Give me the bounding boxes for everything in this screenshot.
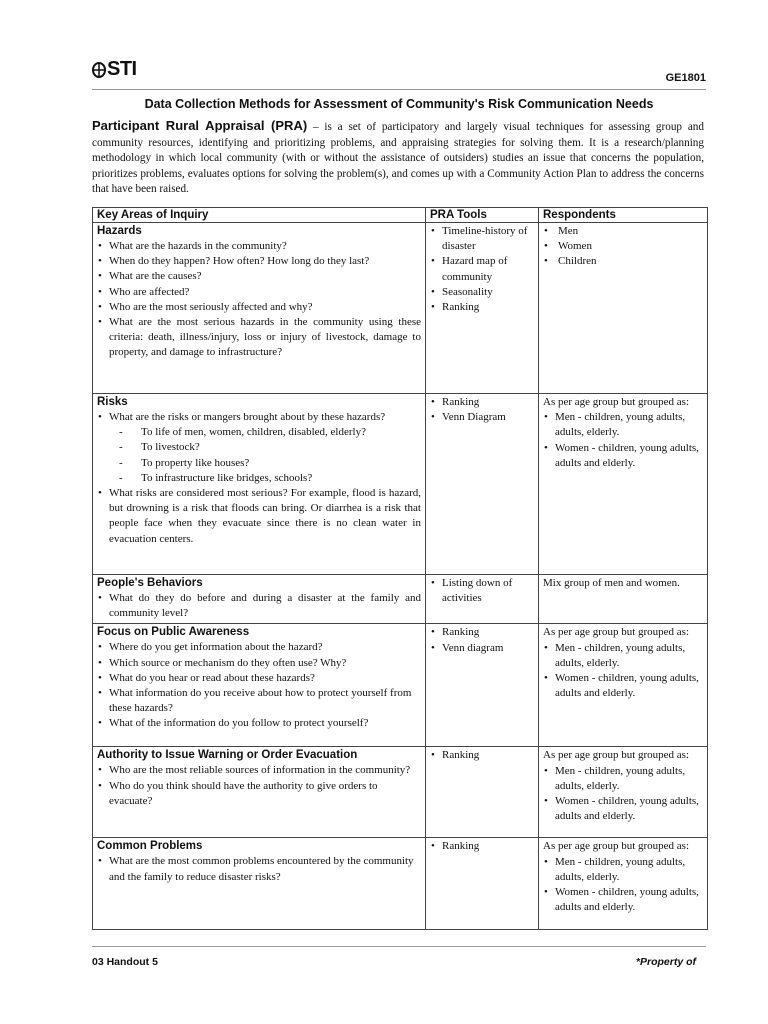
intro-paragraph xyxy=(92,118,704,198)
intro-term: Participant Rural Appraisal (PRA) xyxy=(92,118,308,133)
table-row xyxy=(93,838,708,930)
footer-handout: 03 Handout 5 xyxy=(92,956,158,968)
question-list xyxy=(97,763,421,809)
column-header-tools: PRA Tools xyxy=(426,208,539,223)
areas-cell xyxy=(93,624,426,747)
question-list xyxy=(97,410,421,425)
respondents-cell xyxy=(539,747,708,838)
respondent-list xyxy=(543,410,703,471)
respondents-intro: As per age group but grouped as: xyxy=(543,749,690,762)
question-list xyxy=(97,854,421,884)
respondents-intro: As per age group but grouped as: xyxy=(543,626,690,639)
list-item: - To property like houses? xyxy=(97,456,421,471)
list-item: • What information do you receive about how to protect yourself from these hazards? xyxy=(97,686,421,716)
list-item: • Women - children, young adults, adults and elderly. xyxy=(543,441,703,471)
table-header-row xyxy=(93,208,708,223)
sub-question-list xyxy=(97,425,421,486)
list-item: - To infrastructure like bridges, schools? xyxy=(97,471,421,486)
list-item: • Women - children, young adults, adults and elderly. xyxy=(543,885,703,915)
tool-list xyxy=(430,395,534,425)
respondent-list xyxy=(543,855,703,916)
tool-list xyxy=(430,748,534,763)
areas-cell xyxy=(93,575,426,624)
list-item: • What do you hear or read about these hazards? xyxy=(97,671,421,686)
table-row xyxy=(93,575,708,624)
table-row xyxy=(93,747,708,838)
list-item: • Women - children, young adults, adults and elderly. xyxy=(543,794,703,824)
list-item: • Which source or mechanism do they often use? Why? xyxy=(97,656,421,671)
tool-list xyxy=(430,625,534,655)
list-item: • Ranking xyxy=(430,395,534,410)
tools-cell xyxy=(426,624,539,747)
list-item: • Who are the most seriously affected and why? xyxy=(97,300,421,315)
logo-globe-icon xyxy=(92,62,106,78)
list-item: • What are the hazards in the community? xyxy=(97,239,421,254)
tool-list xyxy=(430,224,534,315)
question-list xyxy=(97,640,421,731)
list-item: • Men xyxy=(543,224,703,239)
list-item: • Venn Diagram xyxy=(430,410,534,425)
list-item: • What are the risks or mangers brought about by these hazards? xyxy=(97,410,421,425)
list-item: • Venn diagram xyxy=(430,641,534,656)
tools-cell xyxy=(426,394,539,575)
document-title: Data Collection Methods for Assessment of Community's Risk Communication Needs xyxy=(144,97,654,111)
respondent-list xyxy=(543,641,703,702)
respondent-list xyxy=(543,224,703,270)
inquiry-table xyxy=(92,207,708,930)
course-code: GE1801 xyxy=(665,72,706,84)
respondents-cell xyxy=(539,394,708,575)
list-item: • What are the causes? xyxy=(97,269,421,284)
list-item: - To livestock? xyxy=(97,440,421,455)
list-item: • Listing down of activities xyxy=(430,576,534,606)
respondents-intro: As per age group but grouped as: xyxy=(543,396,690,408)
section-title: Authority to Issue Warning or Order Evacuation xyxy=(97,749,358,762)
list-item: • What are the most serious hazards in the community using these criteria: death, illness/injury, loss or injury of livestock, damage to property, and damage to infrastructure? xyxy=(97,315,421,361)
areas-cell xyxy=(93,747,426,838)
list-item: • What of the information do you follow to protect yourself? xyxy=(97,716,421,731)
list-item: • Men - children, young adults, adults, elderly. xyxy=(543,641,703,671)
section-title: People's Behaviors xyxy=(97,577,203,589)
tool-list xyxy=(430,576,534,606)
section-title: Common Problems xyxy=(97,840,203,853)
list-item: • Children xyxy=(543,254,703,269)
list-item: • Seasonality xyxy=(430,285,534,300)
question-list xyxy=(97,591,421,621)
areas-cell xyxy=(93,223,426,394)
question-list xyxy=(97,239,421,361)
sti-logo xyxy=(92,58,137,81)
list-item: • Women xyxy=(543,239,703,254)
areas-cell xyxy=(93,838,426,930)
list-item: • What risks are considered most serious? For example, flood is hazard, but drowning is a risk that floods can bring. Or diarrhea is a risk that people face when they evacuate since there is no clean water in evacuation centers. xyxy=(97,486,421,547)
list-item: • Who are affected? xyxy=(97,285,421,300)
section-title: Hazards xyxy=(97,225,142,237)
list-item: • Men - children, young adults, adults, elderly. xyxy=(543,410,703,440)
footer-divider xyxy=(92,946,706,947)
list-item: • Ranking xyxy=(430,300,534,315)
respondents-text: Mix group of men and women. xyxy=(543,577,680,589)
tools-cell xyxy=(426,747,539,838)
respondents-cell xyxy=(539,575,708,624)
table-row xyxy=(93,394,708,575)
intro-text: – is a set of participatory and largely visual techniques for assessing group and community resources, identifying and prioritizing problems, and appraising strategies for solving them. It is a research/planning methodology in which local community (with or without the assistance of outsiders) studies an issue that concerns the population, prioritizes problems, evaluates options for solving the problem(s), and comes up with a Community Action Plan to address the concerns that have been raised. xyxy=(92,121,704,195)
list-item: • Women - children, young adults, adults and elderly. xyxy=(543,671,703,701)
tools-cell xyxy=(426,223,539,394)
respondents-cell xyxy=(539,624,708,747)
list-item: • Timeline-history of disaster xyxy=(430,224,534,254)
tool-list xyxy=(430,839,534,854)
tools-cell xyxy=(426,575,539,624)
respondents-cell xyxy=(539,223,708,394)
list-item: • Ranking xyxy=(430,748,534,763)
list-item: • Ranking xyxy=(430,839,534,854)
list-item: • What do they do before and during a disaster at the family and community level? xyxy=(97,591,421,621)
section-title: Risks xyxy=(97,396,128,408)
header-divider xyxy=(92,89,706,90)
list-item: • Hazard map of community xyxy=(430,254,534,284)
list-item: • What are the most common problems encountered by the community and the family to reduce disaster risks? xyxy=(97,854,421,884)
logo-text: STI xyxy=(107,58,137,80)
respondents-intro: As per age group but grouped as: xyxy=(543,840,690,853)
tools-cell xyxy=(426,838,539,930)
column-header-respondents: Respondents xyxy=(539,208,708,223)
list-item: • When do they happen? How often? How long do they last? xyxy=(97,254,421,269)
list-item: • Ranking xyxy=(430,625,534,640)
list-item: • Men - children, young adults, adults, elderly. xyxy=(543,764,703,794)
table-row xyxy=(93,223,708,394)
table-row xyxy=(93,624,708,747)
list-item: • Men - children, young adults, adults, elderly. xyxy=(543,855,703,885)
list-item: • Who are the most reliable sources of information in the community? xyxy=(97,763,421,778)
list-item: • Where do you get information about the hazard? xyxy=(97,640,421,655)
respondent-list xyxy=(543,764,703,825)
areas-cell xyxy=(93,394,426,575)
footer-property: *Property of xyxy=(635,956,696,968)
column-header-areas: Key Areas of Inquiry xyxy=(93,208,426,223)
list-item: - To life of men, women, children, disabled, elderly? xyxy=(97,425,421,440)
list-item: • Who do you think should have the authority to give orders to evacuate? xyxy=(97,779,421,809)
section-title: Focus on Public Awareness xyxy=(97,626,250,639)
respondents-cell xyxy=(539,838,708,930)
question-list xyxy=(97,486,421,547)
